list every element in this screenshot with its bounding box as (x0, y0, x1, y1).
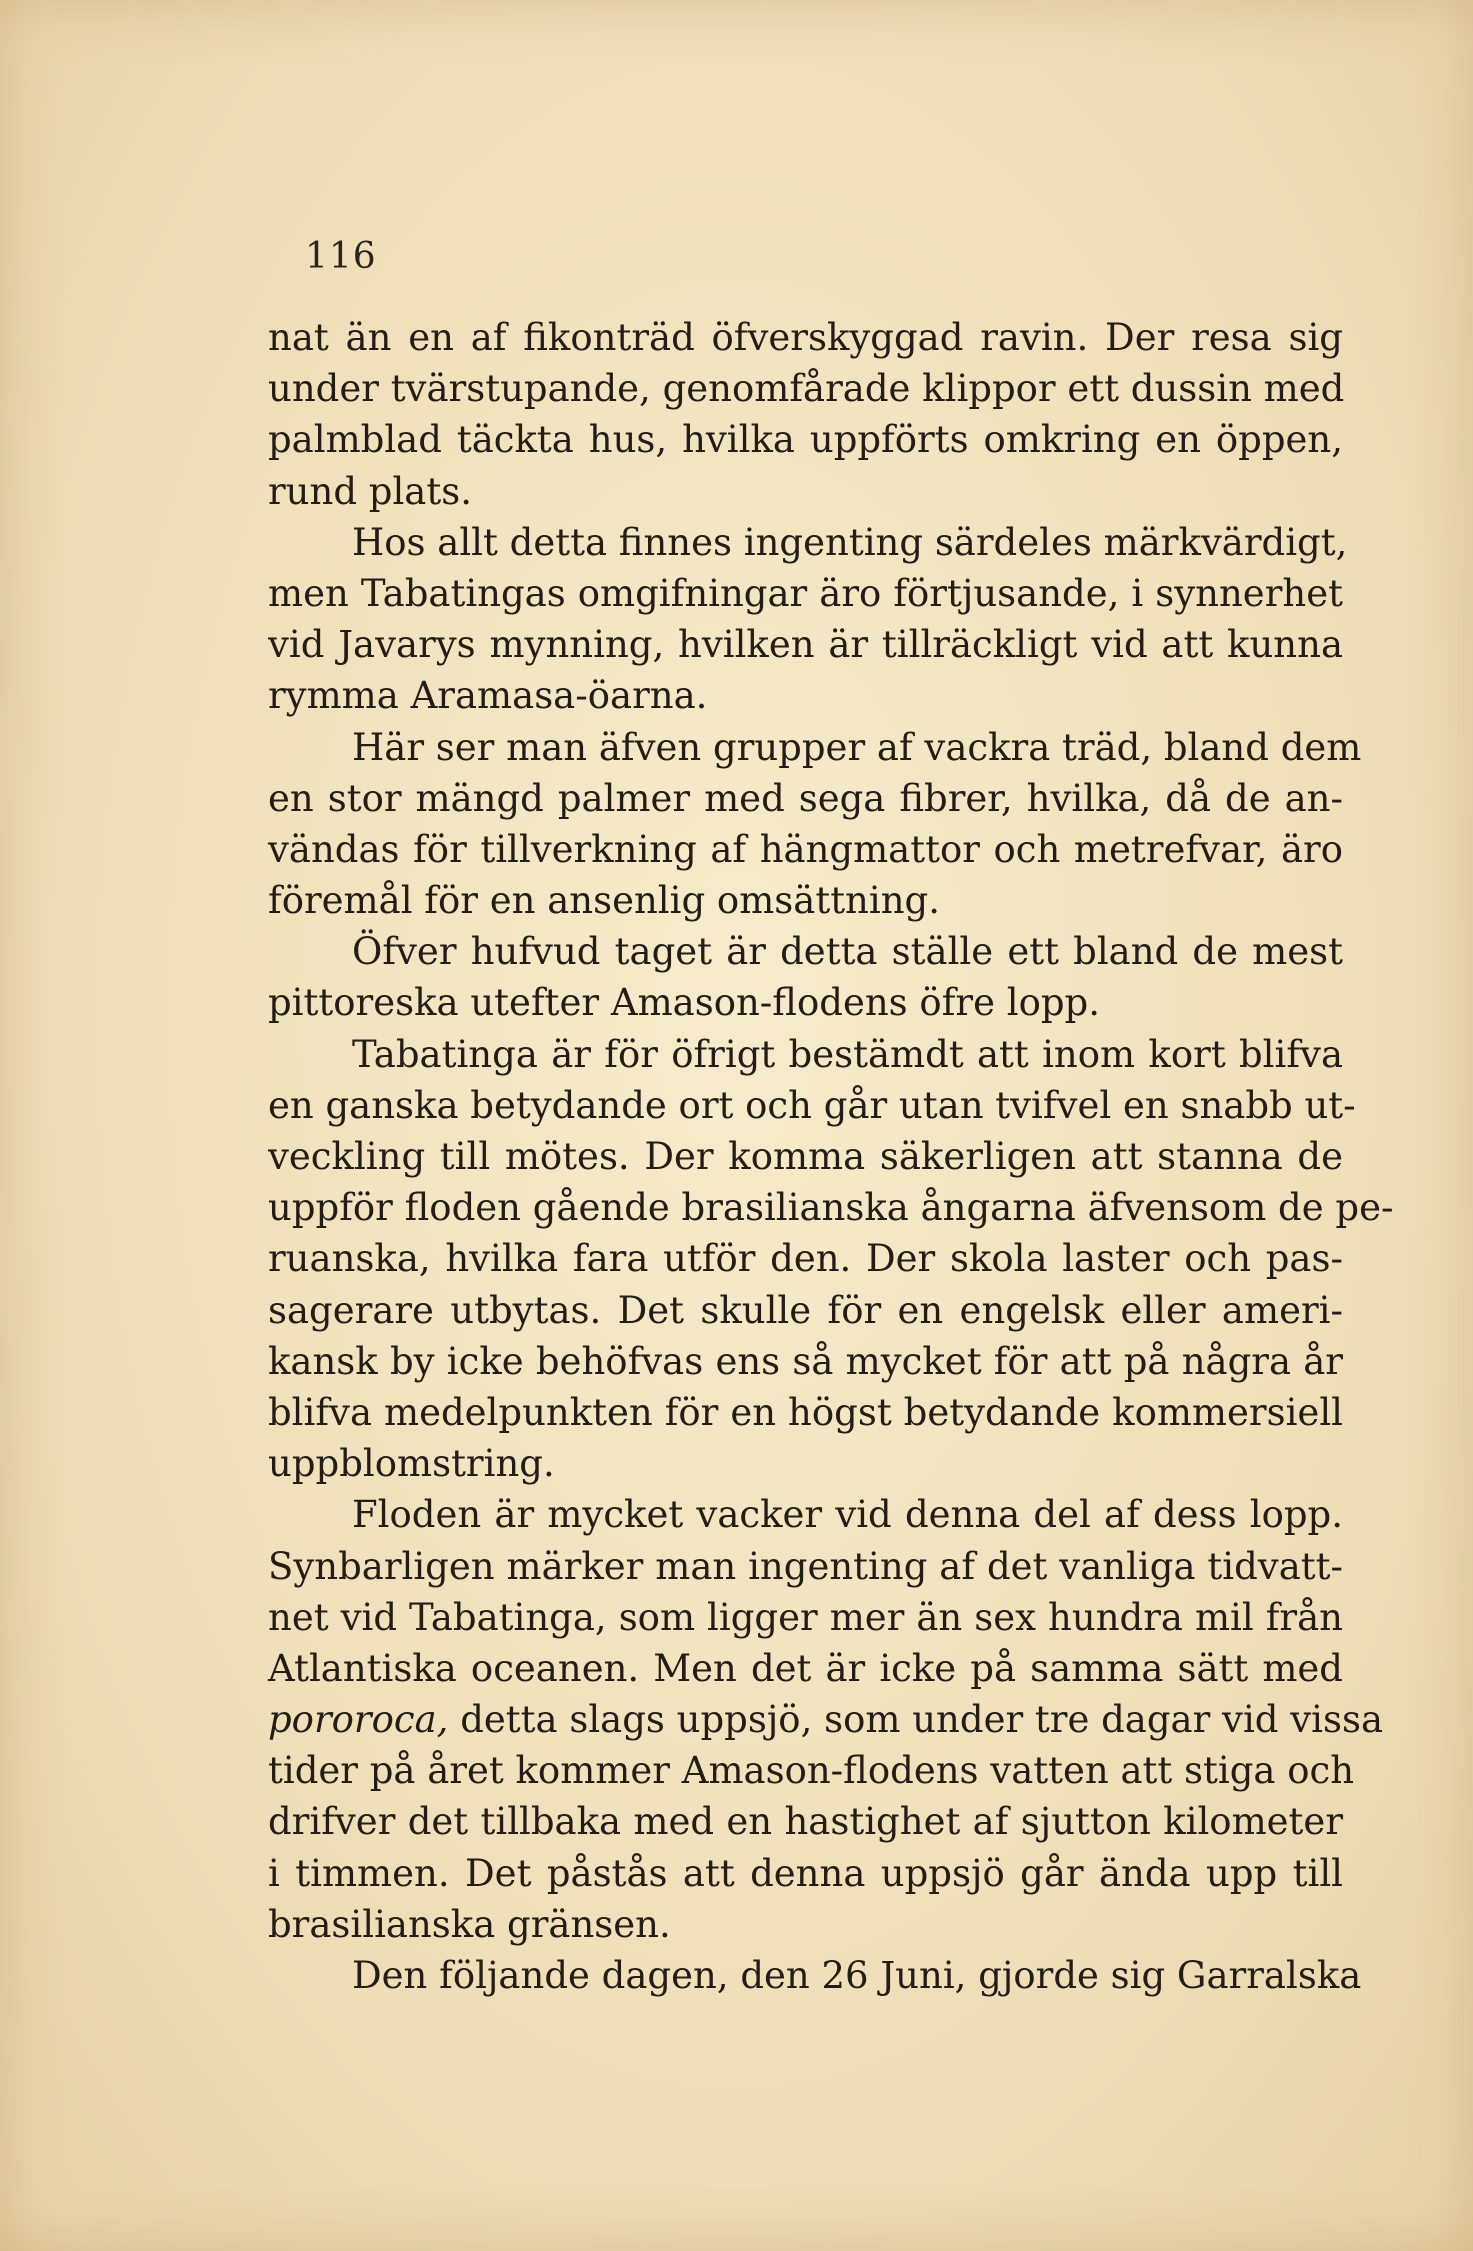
text-line: ruanska, hvilka fara utför den. Der skola laster och pas- (268, 1237, 1343, 1281)
text-line: rymma Aramasa-öarna. (268, 674, 708, 718)
body-text (268, 312, 1394, 2001)
text-line: pittoreska utefter Amason-flodens öfre lopp. (268, 981, 1100, 1025)
page-number: 116 (305, 236, 377, 277)
text-line: uppblomstring. (268, 1442, 555, 1486)
text-line: föremål för en ansenlig omsättning. (268, 879, 940, 923)
text-line: en ganska betydande ort och går utan tvifvel en snabb ut- (268, 1083, 1356, 1127)
text-line: uppför floden gående brasilianska ångarna äfvensom de pe- (268, 1186, 1394, 1230)
text-line: veckling till mötes. Der komma säkerligen att stanna de (268, 1135, 1343, 1178)
text-line: tider på året kommer Amason-flodens vatten att stiga och (268, 1749, 1355, 1793)
text-line: sagerare utbytas. Det skulle för en engelsk eller ameri- (268, 1288, 1343, 1332)
text-line: men Tabatingas omgifningar äro förtjusande, i synnerhet (268, 571, 1343, 615)
text-line: Öfver hufvud taget är detta ställe ett bland de mest (352, 930, 1343, 974)
text-line: rund plats. (268, 469, 472, 513)
text-line: vändas för tillverkning af hängmattor och metrefvar, äro (268, 827, 1343, 871)
text-line: Floden är mycket vacker vid denna del af dess lopp. (352, 1493, 1343, 1537)
text-line: Tabatinga är för öfrigt bestämdt att inom kort blifva (352, 1032, 1343, 1076)
italic-term: pororoca, (268, 1698, 449, 1742)
text-line: Synbarligen märker man ingenting af det vanliga tidvatt- (268, 1544, 1343, 1588)
text-line: net vid Tabatinga, som ligger mer än sex hundra mil från (268, 1595, 1343, 1639)
text-line: Hos allt detta finnes ingenting särdeles märkvärdigt, (352, 520, 1348, 564)
text-line: brasilianska gränsen. (268, 1902, 671, 1946)
text-line: vid Javarys mynning, hvilken är tillräckligt vid att kunna (268, 623, 1343, 667)
text-line: under tvärstupande, genomfårade klippor ett dussin med (268, 367, 1345, 411)
text-line: blifva medelpunkten för en högst betydande kommersiell (268, 1390, 1343, 1434)
text-line: en stor mängd palmer med sega fibrer, hvilka, då de an- (268, 776, 1343, 820)
text-line: i timmen. Det påstås att denna uppsjö går ända upp till (268, 1851, 1343, 1895)
text-line: Atlantiska oceanen. Men det är icke på samma sätt med (268, 1646, 1343, 1690)
text-line: drifver det tillbaka med en hastighet af sjutton kilometer (268, 1800, 1343, 1844)
text-line: pororoca, detta slags uppsjö, som under tre dagar vid vissa (268, 1698, 1384, 1742)
text-line: nat än en af fikonträd öfverskyggad ravin. Der resa sig (268, 316, 1343, 359)
text-line: Här ser man äfven grupper af vackra träd, bland dem (352, 725, 1362, 769)
text-line: Den följande dagen, den 26 Juni, gjorde sig Garralska (352, 1954, 1362, 1997)
text-line: kansk by icke behöfvas ens så mycket för att på några år (268, 1339, 1343, 1383)
text-line: palmblad täckta hus, hvilka uppförts omkring en öppen, (268, 418, 1343, 462)
